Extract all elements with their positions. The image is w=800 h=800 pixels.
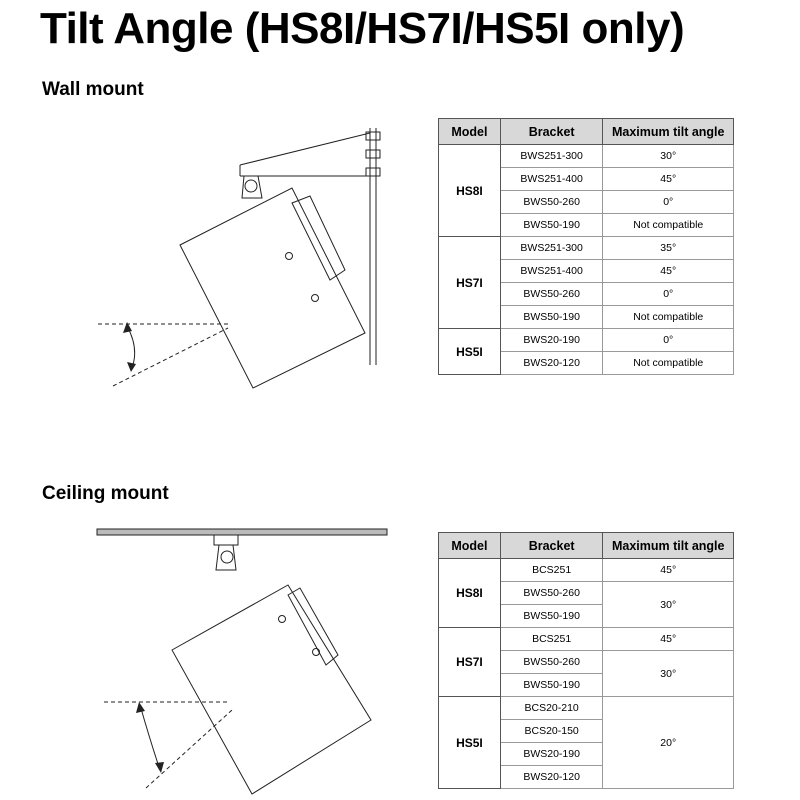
bracket-cell: BWS50-260 <box>500 283 603 306</box>
col-model: Model <box>439 119 501 145</box>
speaker-body <box>180 188 365 388</box>
bracket-cell: BWS50-260 <box>500 191 603 214</box>
ceiling-bracket-joint <box>221 551 233 563</box>
bracket-cell: BCS20-150 <box>500 720 603 743</box>
angle-cell: 35° <box>603 237 734 260</box>
angle-cell: 0° <box>603 191 734 214</box>
col-bracket: Bracket <box>500 119 603 145</box>
wall-mount-heading: Wall mount <box>42 79 144 100</box>
pole-clamp-lower <box>366 150 380 158</box>
angle-cell: 0° <box>603 283 734 306</box>
angle-cell: 45° <box>603 559 734 582</box>
bracket-cell: BCS20-210 <box>500 697 603 720</box>
speaker-rear-cover <box>292 196 345 280</box>
ceiling-mount-diagram <box>0 420 420 800</box>
model-cell: HS5I <box>439 329 501 375</box>
table-row <box>439 237 734 260</box>
bracket-cell: BWS50-190 <box>500 674 603 697</box>
model-cell: HS8I <box>439 145 501 237</box>
angle-cell: 20° <box>603 697 734 789</box>
bracket-cell: BWS251-300 <box>500 145 603 168</box>
bracket-cell: BWS20-120 <box>500 766 603 789</box>
bracket-cell: BWS50-260 <box>500 582 603 605</box>
ceiling-mount-table <box>438 532 734 789</box>
ceiling-tilt-arc <box>140 705 160 770</box>
bracket-cell: BWS20-120 <box>500 352 603 375</box>
tilt-arrow-down <box>127 362 136 372</box>
tilt-reference-line <box>113 328 228 386</box>
bracket-cell: BWS251-400 <box>500 168 603 191</box>
bracket-cell: BWS251-400 <box>500 260 603 283</box>
wall-table-header <box>439 119 734 145</box>
col-bracket: Bracket <box>500 533 603 559</box>
model-cell: HS7I <box>439 237 501 329</box>
tilt-arrow-up <box>123 322 132 333</box>
table-row <box>439 628 734 651</box>
angle-cell: 0° <box>603 329 734 352</box>
angle-cell: Not compatible <box>603 352 734 375</box>
speaker-hole-lower <box>312 295 319 302</box>
bracket-cell: BWS20-190 <box>500 743 603 766</box>
ceiling-tilt-reference <box>146 710 232 788</box>
ceiling-speaker-body <box>172 585 371 794</box>
speaker-hole-upper <box>286 253 293 260</box>
bracket-cell: BWS50-190 <box>500 605 603 628</box>
col-max-tilt: Maximum tilt angle <box>603 533 734 559</box>
bracket-cell: BWS251-300 <box>500 237 603 260</box>
model-cell: HS8I <box>439 559 501 628</box>
ceiling-tilt-arrow-down <box>155 762 164 773</box>
wall-mount-table <box>438 118 734 375</box>
ceiling-plate <box>97 529 387 535</box>
table-row <box>439 329 734 352</box>
ceiling-mount-base <box>214 535 238 545</box>
bracket-cell: BCS251 <box>500 628 603 651</box>
bracket-cell: BWS50-190 <box>500 306 603 329</box>
col-model: Model <box>439 533 501 559</box>
table-row <box>439 559 734 582</box>
angle-cell: 30° <box>603 145 734 168</box>
angle-cell: 45° <box>603 168 734 191</box>
page-title: Tilt Angle (HS8I/HS7I/HS5I only) <box>40 4 685 53</box>
bracket-cell: BWS20-190 <box>500 329 603 352</box>
ceiling-mount-heading: Ceiling mount <box>42 483 169 504</box>
wall-mount-diagram <box>0 0 420 420</box>
bracket-cell: BCS251 <box>500 559 603 582</box>
pole-clamp-bottom <box>366 168 380 176</box>
ceiling-tilt-arrow-up <box>136 702 145 713</box>
angle-cell: 45° <box>603 628 734 651</box>
angle-cell: Not compatible <box>603 214 734 237</box>
angle-cell: 30° <box>603 582 734 628</box>
col-max-tilt: Maximum tilt angle <box>603 119 734 145</box>
bracket-cell: BWS50-260 <box>500 651 603 674</box>
bracket-arm-top <box>240 133 370 165</box>
table-row <box>439 145 734 168</box>
model-cell: HS7I <box>439 628 501 697</box>
bracket-joint <box>245 180 257 192</box>
ceiling-speaker-hole-upper <box>279 616 286 623</box>
angle-cell: 45° <box>603 260 734 283</box>
bracket-cell: BWS50-190 <box>500 214 603 237</box>
ceiling-table-header <box>439 533 734 559</box>
angle-cell: 30° <box>603 651 734 697</box>
table-row <box>439 697 734 720</box>
angle-cell: Not compatible <box>603 306 734 329</box>
model-cell: HS5I <box>439 697 501 789</box>
